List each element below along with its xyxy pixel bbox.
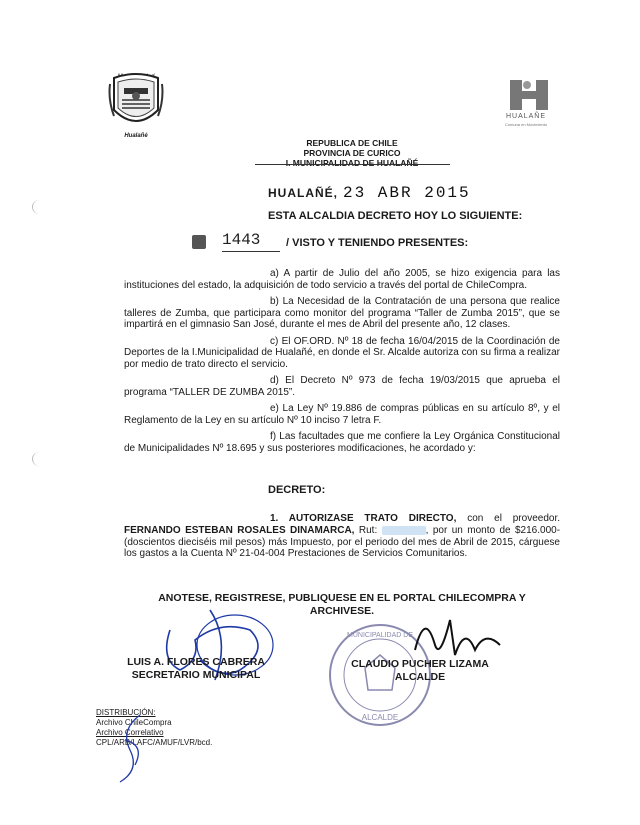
- considerations-body: [124, 268, 560, 459]
- punch-hole-mark: [32, 452, 47, 466]
- date-stamp: 23 ABR 2015: [343, 184, 471, 202]
- closing-line-2: ARCHIVESE.: [309, 605, 375, 617]
- distribution-item: Archivo ChileCompra: [96, 718, 172, 727]
- article-1-text1: con el proveedor.: [456, 513, 560, 524]
- mayor-name: CLAUDIO PUCHER LIZAMA: [351, 658, 489, 670]
- distribution-initials: CPL/ARB/LAFC/AMUF/LVR/bcd.: [96, 738, 213, 747]
- consideration-a: a) A partir de Julio del año 2005, se hizo exigencia para las instituciones del estado, la adquisición de todo servicio a través del portal de ChileCompra.: [124, 268, 560, 291]
- article-1-lead: 1. AUTORIZASE TRATO DIRECTO,: [270, 513, 457, 524]
- stamp-bottom-text: ALCALDE: [361, 713, 399, 722]
- rut-label: Rut:: [354, 524, 378, 536]
- date-place: HUALAÑÉ,: [268, 186, 338, 200]
- visto-heading: / VISTO Y TENIENDO PRESENTES:: [286, 237, 469, 249]
- mayor-title: ALCALDE: [394, 671, 446, 683]
- consideration-b: b) La Necesidad de la Contratación de una persona que realice talleres de Zumba, que participara como monitor del programa “Taller de Zumba 2015”, que se impartirá en el gimnasio San José, durante el mes de Abril del presente año, 12 clases.: [124, 295, 560, 331]
- crest-bottom-text: Hualañé: [124, 133, 148, 139]
- decreto-heading: DECRETO:: [268, 484, 326, 496]
- number-stamp-mark: [192, 235, 206, 249]
- secretary-title: SECRETARIO MUNICIPAL: [131, 669, 261, 681]
- header-divider: [255, 164, 450, 165]
- header-municipality: I. MUNICIPALIDAD DE HUALAÑÉ: [285, 158, 419, 168]
- hualane-logo-icon: [500, 78, 558, 112]
- secretary-signature-block: [116, 656, 276, 682]
- consideration-f: f) Las facultades que me confiere la Ley Orgánica Constitucional de Municipalidades Nº 18.695 y sus posteriores modificaciones, he acordado y:: [124, 430, 560, 454]
- article-1-text2: , por un monto de $216.000- (doscientos dieciséis mil pesos) más Impuesto, por el periodo del mes de Abril de 2015, cárguese los gastos a la Cuenta Nº 21-04-004 Prestaciones de Servicios Comunitarios.: [124, 524, 561, 560]
- stamp-top-text: MUNICIPALIDAD DE: [347, 632, 413, 639]
- initials-scribble: [100, 710, 160, 785]
- logo-tagline: Comuna en Movimiento: [504, 122, 548, 127]
- consideration-c: c) El OF.ORD. Nº 18 de fecha 16/04/2015 de la Coordinación de Deportes de la I.Municipalidad de Hualañé, en donde el Sr. Alcalde autoriza con su firma a realizar por medio de trato directo el servicio.: [124, 335, 560, 370]
- consideration-d: d) El Decreto Nº 973 de fecha 19/03/2015 que aprueba el programa “TALLER DE ZUMBA 2015”.: [124, 375, 560, 398]
- decree-number: 1443: [222, 231, 261, 249]
- header-country: REPUBLICA DE CHILE: [306, 138, 398, 148]
- logo-name: HUALAÑE: [505, 113, 547, 120]
- header-province: PROVINCIA DE CURICO: [303, 148, 401, 158]
- distribution-heading: DISTRIBUCIÓN:: [96, 708, 156, 717]
- punch-hole-mark: [32, 200, 47, 214]
- redacted-rut: [382, 526, 426, 535]
- municipal-crest-icon: [108, 70, 164, 134]
- decree-number-underline: [222, 251, 280, 252]
- secretary-name: LUIS A. FLORES CABRERA: [127, 656, 265, 668]
- mayor-signature-block: [325, 658, 515, 684]
- provider-name: FERNANDO ESTEBAN ROSALES DINAMARCA,: [124, 524, 355, 536]
- consideration-e: e) La Ley Nº 19.886 de compras públicas en su artículo 8º, y el Reglamento de la Ley en su artículo Nº 10 inciso 7 letra F.: [124, 403, 560, 426]
- alcaldia-statement: ESTA ALCALDIA DECRETO HOY LO SIGUIENTE:: [268, 210, 523, 222]
- distribution-item: Archivo Correlativo: [96, 728, 164, 737]
- closing-line-1: ANOTESE, REGISTRESE, PUBLIQUESE EN EL PORTAL CHILECOMPRA Y: [158, 592, 526, 604]
- article-1: [124, 513, 560, 560]
